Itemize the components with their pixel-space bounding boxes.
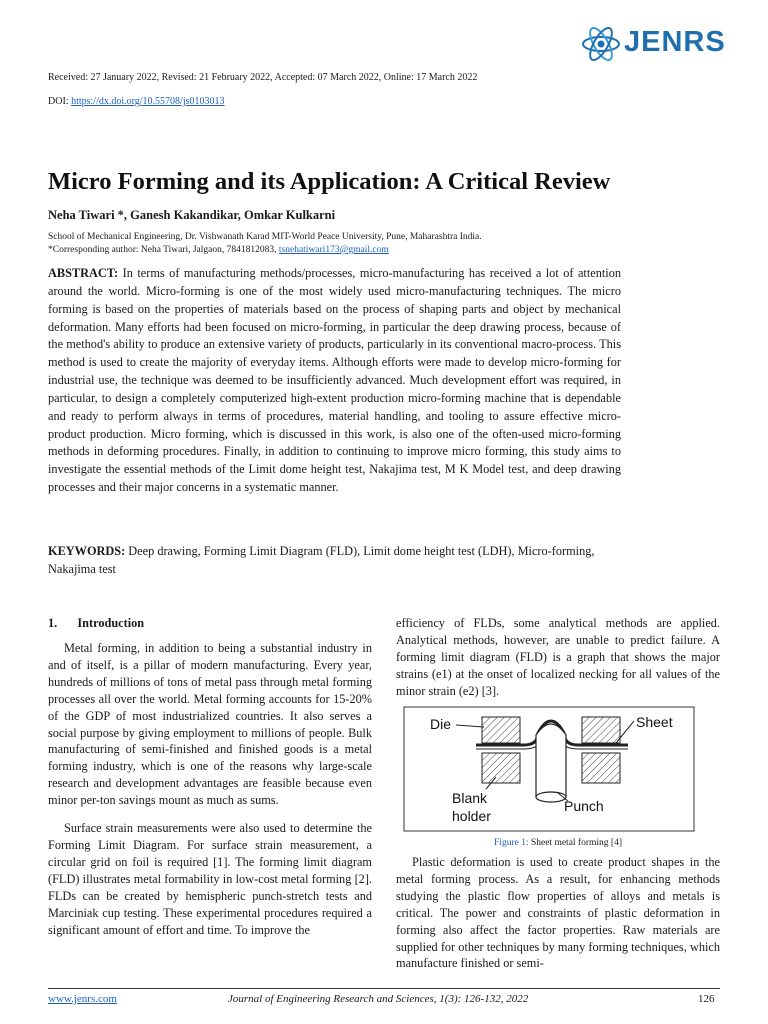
corresponding-author bbox=[48, 245, 389, 255]
doi-line bbox=[48, 96, 225, 107]
abstract-text: In terms of manufacturing methods/processes, micro-manufacturing has received a lot of attention around the world. Micro-forming is one of the most widely used micro-manufacturing techniques. The micro forming is based on the properties of materials based on the process of shaping parts and object by mechanical deformation. Many efforts had been focused on micro-forming, in particular the deep drawing process, because of the method's ability to produce an extensive variety of products, particularly in its conventional macro-process. This method is used to create the majority of everyday items. Although efforts were made to develop micro-forming for industrial use, the technique was deemed to be insufficiently advanced. Much development effort was required, in particular, to design a completely computerized high-extent production micro-forming machine that is dependable and ready to perform always in terms of procedures, material handling, and tooling to assure effective micro-product production. Micro forming, which is discussed in this work, is also one of the often-used micro-forming methods in deforming procedures. Finally, in addition to continuing to improve micro forming, this study aims to investigate the essential methods of the Limit dome height test, Nakajima test, M K Model test, and deep drawing processes and their major concerns in a systematic manner. bbox=[48, 266, 621, 495]
abstract-label: ABSTRACT: bbox=[48, 266, 119, 280]
label-punch: Punch bbox=[564, 798, 604, 814]
right-column-bottom bbox=[396, 854, 720, 972]
label-die: Die bbox=[430, 716, 452, 732]
right-column-top bbox=[396, 615, 720, 700]
submission-dates: Received: 27 January 2022, Revised: 21 February 2022, Accepted: 07 March 2022, Online: 17 March 2022 bbox=[48, 72, 478, 83]
section-number: 1. bbox=[48, 616, 58, 630]
intro-paragraph-2: Surface strain measurements were also used to determine the Forming Limit Diagram. For surface strain measurement, a circular grid on foil is required [1]. The forming limit diagram (FLD) illustrates metal formability in low-cost metal forming [2]. FLDs can be created by hemispheric punch-stretch tests and Marciniak cup testing. These experimental procedures required a significant amount of effort and time. To improve the bbox=[48, 821, 372, 937]
sheet-forming-diagram bbox=[396, 705, 720, 833]
paper-title: Micro Forming and its Application: A Critical Review bbox=[48, 168, 611, 195]
author-email-link[interactable]: tsnehatiwari173@gmail.com bbox=[278, 245, 389, 255]
right-paragraph-2: Plastic deformation is used to create product shapes in the metal forming process. As a result, for enhancing methods studying the plastic flow properties of alloys and metals is critical. The power and constraints of plastic deformation in forming also affect the factor properties. Raw materials are supplied for other techniques by many forming techniques, which manufacture finished or semi- bbox=[396, 855, 720, 971]
section-heading bbox=[48, 616, 144, 631]
figure-sheet-metal-forming bbox=[396, 705, 720, 833]
footer-website[interactable] bbox=[48, 993, 117, 1005]
page-number: 126 bbox=[698, 993, 715, 1005]
doi-link[interactable]: https://dx.doi.org/10.55708/js0103013 bbox=[71, 96, 225, 107]
affiliation: School of Mechanical Engineering, Dr. Vishwanath Karad MIT-World Peace University, Pune, Maharashtra India. bbox=[48, 232, 482, 242]
keywords-label: KEYWORDS: bbox=[48, 544, 126, 558]
author-list: Neha Tiwari *, Ganesh Kakandikar, Omkar Kulkarni bbox=[48, 208, 336, 222]
logo-text: JENRS bbox=[624, 26, 726, 58]
figure-caption-label: Figure 1: bbox=[494, 838, 529, 848]
right-paragraph-1: efficiency of FLDs, some analytical methods are applied. Analytical methods, however, are unable to predict failure. A forming limit diagram (FLD) is a graph that shows the major strains (e1) at the onset of localized necking for all values of the minor strain (e2) [3]. bbox=[396, 616, 720, 698]
abstract bbox=[48, 265, 621, 497]
left-column bbox=[48, 640, 372, 938]
footer-website-link[interactable]: www.jenrs.com bbox=[48, 993, 117, 1005]
figure-caption bbox=[396, 838, 720, 848]
intro-paragraph-1: Metal forming, in addition to being a substantial industry in and of itself, is a pillar of modern manufacturing. Every year, hundreds of millions of tons of metal pass through metal forming processes all over the world. Metal forming accounts for 15-20% of the GDP of most industrialized countries. It also serves a social purpose by giving employment to millions of people. Bulk manufacturing of semi-finished and finished goods is a metal forming industry, which is one of the reasons why large-scale research and development advantages are feasible because even minor per-ton savings mount as much as sums. bbox=[48, 641, 372, 808]
label-blank: Blank bbox=[452, 790, 488, 806]
atom-logo-icon bbox=[580, 22, 622, 66]
figure-caption-text: Sheet metal forming [4] bbox=[530, 838, 622, 848]
label-holder: holder bbox=[452, 808, 491, 824]
section-title: Introduction bbox=[77, 616, 145, 630]
footer-divider bbox=[48, 988, 720, 989]
keywords bbox=[48, 543, 621, 579]
corresponding-text: *Corresponding author: Neha Tiwari, Jalgaon, 7841812083, bbox=[48, 245, 277, 255]
label-sheet: Sheet bbox=[636, 714, 673, 730]
doi-label: DOI: bbox=[48, 96, 69, 107]
keywords-text: Deep drawing, Forming Limit Diagram (FLD), Limit dome height test (LDH), Micro-forming, Nakajima test bbox=[48, 544, 595, 576]
footer-citation: Journal of Engineering Research and Sciences, 1(3): 126-132, 2022 bbox=[228, 993, 529, 1005]
journal-logo bbox=[580, 22, 730, 66]
